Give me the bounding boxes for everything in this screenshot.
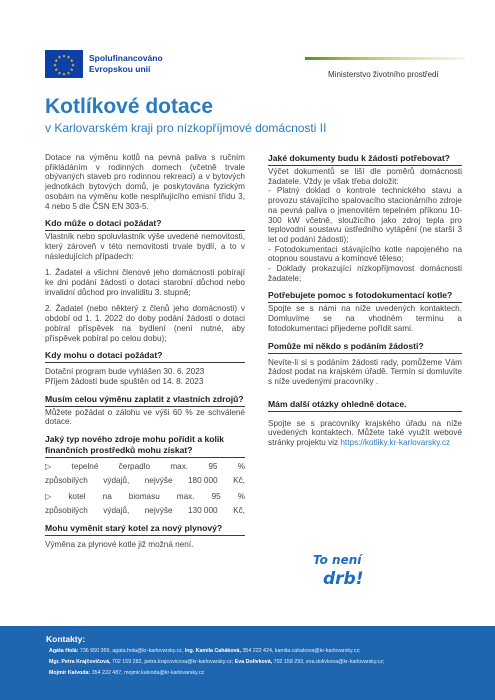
question-who-can-apply: Kdo může o dotaci požádat?: [45, 218, 162, 229]
svg-text:★: ★: [57, 54, 62, 60]
word: biomasu: [128, 492, 160, 502]
word: Kč,: [233, 506, 245, 516]
word: čerpadlo: [118, 462, 151, 472]
svg-text:★: ★: [53, 62, 57, 68]
word: způsobilých: [45, 475, 88, 485]
document-3: - Doklady prokazující nízkopříjmovost domácnosti žadatele;: [268, 264, 462, 283]
contact-info: 702 158 293, eva.dolivkova@kr-karlovarsky.cz;: [272, 659, 385, 665]
bullet-icon: ▷: [45, 492, 52, 502]
svg-text:★: ★: [57, 70, 62, 76]
right-column: [268, 153, 462, 448]
word: nejvýše: [144, 506, 173, 516]
question-gas-boiler: Mohu vyměnit starý kotel za nový plynový?: [45, 522, 223, 533]
word: kotel: [68, 492, 86, 502]
svg-text:★: ★: [71, 62, 75, 68]
question-more: Mám další otázky ohledně dotace.: [268, 398, 407, 409]
contact-info: 702 159 282, petra.krajcovicova@kr-karlovarsky.cz;: [110, 659, 234, 665]
bullet-icon: ▷: [45, 462, 52, 472]
contact-info: 354 222 424, kamila.cahakova@kr-karlovarsky.cz;: [240, 648, 361, 654]
word: výdajů,: [103, 506, 130, 516]
contact-name: Agáta Holá:: [49, 648, 79, 654]
contact-name: Mojmír Kalvoda:: [49, 670, 91, 676]
question-application-help: Pomůže mi někdo s podáním žádosti?: [268, 340, 424, 351]
word: max.: [176, 492, 195, 502]
svg-text:★: ★: [54, 67, 59, 72]
contact-name: Eva Dolívková,: [234, 659, 273, 665]
eu-flag-icon: [45, 50, 83, 78]
answer-more-text: Spojte se s pracovníky krajského úřadu na níže uvedených kontaktech. Můžete také využít webové stránky projektu viz: [268, 418, 462, 448]
heat-pump-amount: [45, 476, 245, 486]
heat-pump-line: [45, 462, 245, 472]
word: výdajů,: [103, 475, 130, 485]
contact-line-2: [49, 659, 384, 666]
question-photo-help: Potřebujete pomoc s fotodokumentací kotle?: [268, 290, 453, 301]
case-2-text: 2. Žadatel (nebo některý z členů jeho domácnosti) v období od 1. 1. 2022 do doby podání žádosti o dotaci pobíral příspěvek na bydlení (není nutné, aby příspěvek pobíral po celou dobu);: [45, 304, 245, 343]
word: 130 000: [188, 506, 218, 516]
answer-documents: Výčet dokumentů se liší dle poměrů domácnosti žadatele. Vždy je však třeba doložit:: [268, 167, 462, 186]
applications-start-date: Příjem žádostí bude spuštěn od 14. 8. 2023: [45, 376, 204, 386]
divider: [45, 406, 245, 407]
svg-text:★: ★: [69, 58, 74, 63]
ministry-logo-bar: [305, 57, 465, 60]
word: %: [237, 492, 245, 502]
contact-info: 736 650 369, agata.hola@kr-karlovarsky.cz,: [78, 648, 184, 654]
question-own-funds: Musím celou výměnu zaplatit z vlastních zdrojů?: [45, 393, 244, 404]
answer-photo-help: Spojte se s námi na níže uvedených kontaktech. Domluvíme se na vhodném termínu a fotodokumentaci přijedeme pořídit sami.: [268, 304, 462, 333]
word: tepelné: [71, 462, 99, 472]
project-link[interactable]: https://kotliky.kr-karlovarsky.cz: [340, 438, 451, 448]
svg-text:★: ★: [62, 71, 66, 77]
question-documents: Jaké dokumenty budu k žádosti potřebovat?: [268, 153, 450, 163]
document-1: - Platný doklad o kontrole technického stavu a provozu stávajícího spalovacího stacionárního zdroje na pevná paliva o jmenovitém tepelném příkonu 10-300 kW včetně, sloužícího jako zdroj tepla pro teplovodní soustavu ústředního vytápění (ne starší 3 let od podání žádosti);: [268, 186, 462, 244]
word: způsobilých: [45, 506, 88, 516]
case-1-text: 1. Žadatel a všichni členové jeho domácnosti pobírají ke dni podání žádosti o dotaci starobní důchod nebo invalidní důchod pro invaliditu 3. stupně;: [45, 268, 245, 297]
answer-more: [268, 419, 462, 448]
divider: [268, 302, 462, 303]
word: %: [237, 462, 245, 472]
eu-cofinancing-label: Spolufinancováno Evropskou unií: [89, 53, 163, 74]
divider: [45, 362, 245, 363]
answer-gas-boiler: Výměna za plynové kotle již možná není.: [45, 539, 194, 549]
divider: [45, 457, 245, 458]
divider: [268, 411, 462, 412]
program-announce-date: Dotační program bude vyhlášen 30. 6. 2023: [45, 367, 205, 377]
svg-text:★: ★: [66, 54, 71, 60]
answer-advance: Můžete požádat o zálohu ve výši 60 % ze schválené dotace.: [45, 407, 245, 427]
left-column: [45, 153, 245, 550]
question-when-apply: Kdy mohu o dotaci požádat?: [45, 350, 163, 361]
divider: [268, 165, 462, 166]
svg-text:★: ★: [66, 70, 71, 76]
biomass-amount: [45, 506, 245, 516]
contact-info: 354 222 487, mojmir.kalvoda@kr-karlovarsky.cz: [90, 670, 205, 676]
divider: [268, 353, 462, 354]
word: max.: [170, 462, 189, 472]
word: na: [102, 492, 112, 502]
contact-line-1: [49, 648, 360, 655]
word: 180 000: [188, 475, 218, 485]
word: Kč,: [233, 475, 245, 485]
contact-name: Mgr. Petra Krajčovičová,: [49, 659, 111, 665]
word: nejvýše: [144, 475, 173, 485]
word: 95: [211, 492, 221, 502]
biomass-line: [45, 492, 245, 502]
badge-line-1: To není: [313, 553, 362, 567]
svg-text:★: ★: [54, 58, 59, 63]
document-2: - Fotodokumentaci stávajícího kotle napojeného na otopnou soustavu a komínové těleso;: [268, 244, 462, 264]
answer-who-can-apply: Vlastník nebo spoluvlastník výše uvedené nemovitosti, který zároveň v této nemovitosti trvale bydlí, a to v následujících případech:: [45, 232, 245, 261]
contact-line-3: [49, 670, 204, 677]
divider: [45, 535, 245, 536]
page-title: Kotlíkové dotace: [45, 95, 214, 118]
word: 95: [208, 462, 218, 472]
badge-line-2: drb!: [323, 569, 364, 589]
intro-text: Dotace na výměnu kotlů na pevná paliva s ručním přikládáním v rodinných domech (včetně trvale obývaných staveb pro rodinnou rekreaci) a v bytových jednotkách bytových domů, je poskytována fyzickým osobám na výměnu kotle nesplňujícího emisní třídu 3, 4 nebo 5 dle ČSN EN 303-5.: [45, 153, 245, 211]
question-new-source: Jaký typ nového zdroje mohu pořídit a kolik finančních prostředků mohu získat?: [45, 434, 225, 456]
svg-text:★: ★: [62, 53, 66, 59]
divider: [45, 230, 245, 231]
contact-name: Ing. Kamila Caháková,: [184, 648, 241, 654]
answer-application-help: Nevíte-li si s podáním žádosti rady, pomůžeme Vám žádost podat na krajském úřadě. Termín si domluvíte s níže uvedenými pracovníky .: [268, 357, 462, 386]
page-subtitle: v Karlovarském kraji pro nízkopříjmové domácnosti II: [45, 121, 327, 135]
to-neni-drb-badge: [309, 548, 373, 592]
contacts-title: Kontakty:: [46, 634, 86, 644]
ministry-label: Ministerstvo životního prostředí: [328, 70, 439, 79]
svg-text:★: ★: [69, 67, 74, 72]
